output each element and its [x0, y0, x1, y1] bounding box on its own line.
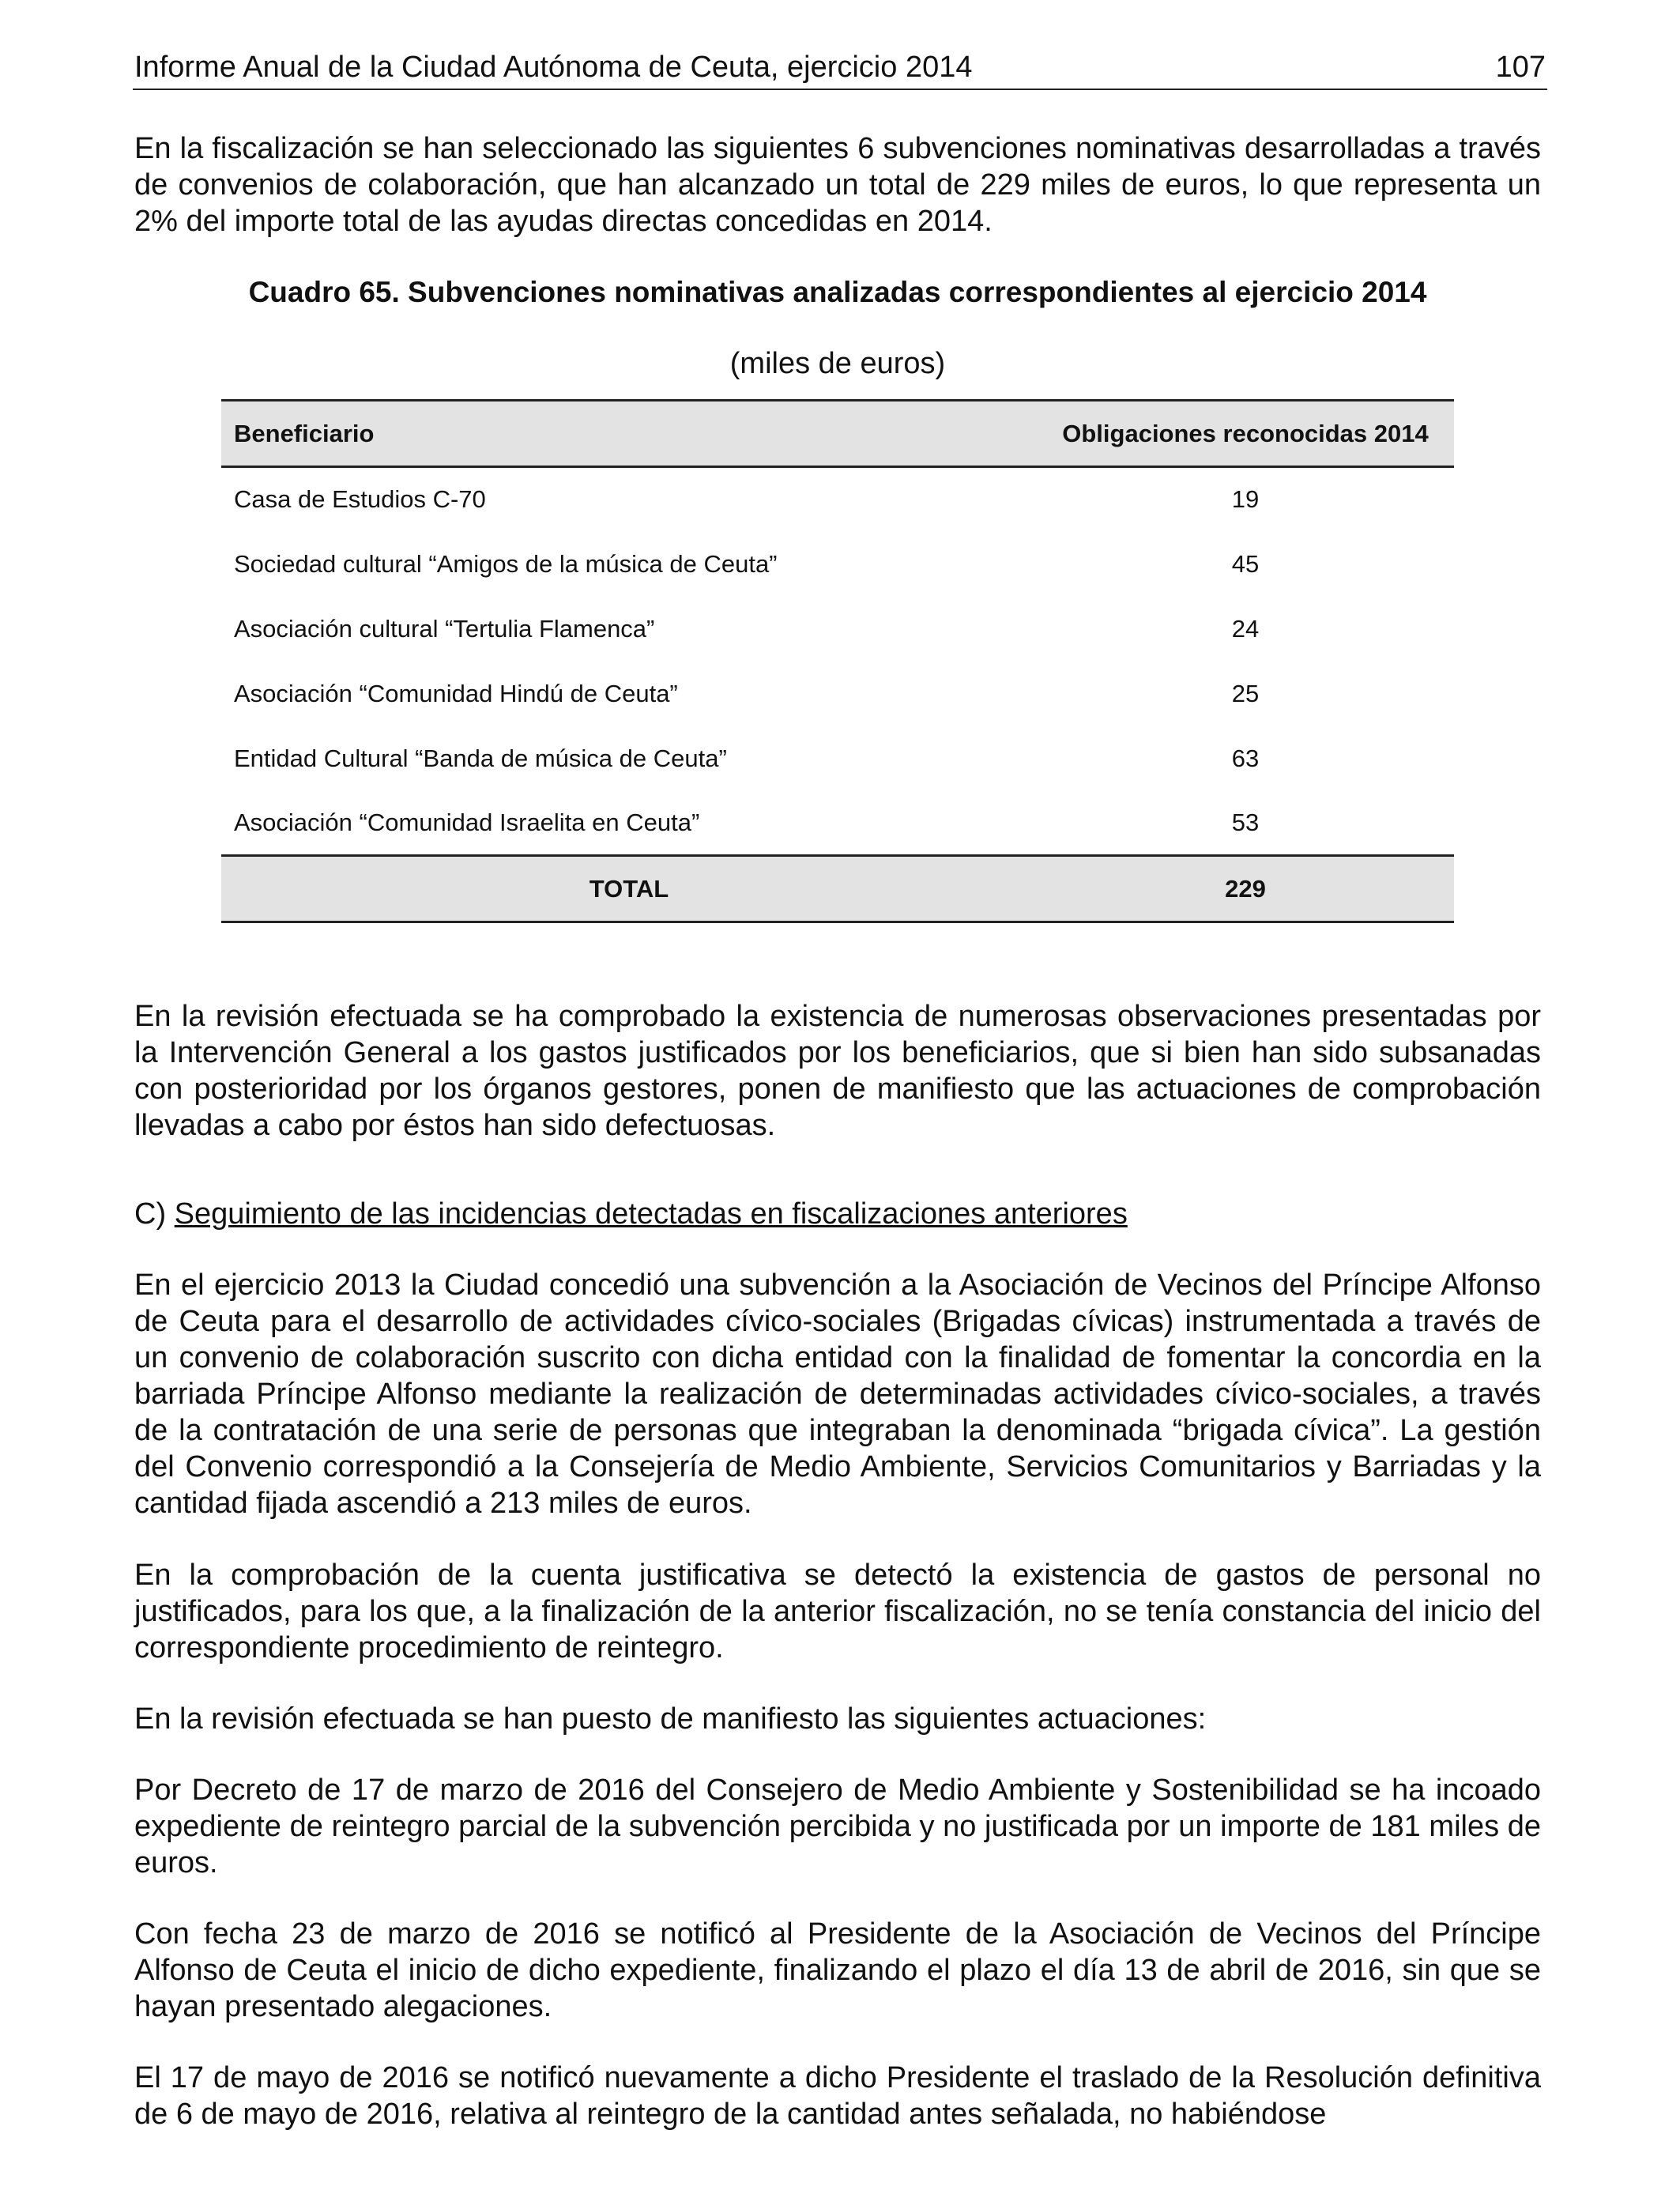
table-row	[221, 467, 1454, 532]
section-prefix: C)	[134, 1197, 167, 1231]
table-row	[221, 662, 1454, 726]
beneficiary-cell: Casa de Estudios C-70	[234, 485, 486, 514]
table-total-row	[221, 856, 1454, 922]
amount-cell: 24	[1231, 614, 1260, 643]
beneficiary-cell: Asociación “Comunidad Hindú de Ceuta”	[234, 679, 678, 707]
intro-paragraph: En la fiscalización se han seleccionado las siguientes 6 subvenciones nominativas desarrolladas a través de convenios de colaboración, que han alcanzado un total de 229 miles de euros, lo que representa un 2% del importe total de las ayudas directas concedidas en 2014.	[134, 132, 1541, 238]
section-heading	[134, 1196, 1128, 1232]
beneficiary-cell: Asociación cultural “Tertulia Flamenca”	[234, 614, 655, 643]
beneficiary-cell: Asociación “Comunidad Israelita en Ceuta”	[234, 808, 700, 836]
paragraph-justification: En la comprobación de la cuenta justificativa se detectó la existencia de gastos de personal no justificados, para los que, a la finalización de la anterior fiscalización, no se tenía constancia del inicio del correspondiente procedimiento de reintegro.	[134, 1559, 1541, 1664]
amount-cell: 19	[1231, 485, 1260, 514]
header-obligations: Obligaciones reconocidas 2014	[1037, 401, 1454, 467]
page-number: 107	[1495, 51, 1546, 84]
subsidies-table	[221, 399, 1454, 923]
report-title: Informe Anual de la Ciudad Autónoma de Ceuta, ejercicio 2014	[134, 51, 973, 84]
table-row	[221, 726, 1454, 791]
beneficiary-cell: Entidad Cultural “Banda de música de Ceuta”	[234, 744, 727, 772]
paragraph-decree: Por Decreto de 17 de marzo de 2016 del Consejero de Medio Ambiente y Sostenibilidad se ha incoado expediente de reintegro parcial de la subvención percibida y no justificada por un importe de 181 miles de euros.	[134, 1774, 1541, 1879]
table-row	[221, 532, 1454, 597]
section-title: Seguimiento de las incidencias detectadas en fiscalizaciones anteriores	[174, 1197, 1128, 1231]
beneficiary-cell: Sociedad cultural “Amigos de la música de Ceuta”	[234, 549, 778, 578]
table-units: (miles de euros)	[729, 347, 946, 380]
amount-cell: 25	[1231, 679, 1260, 707]
table-caption: Cuadro 65. Subvenciones nominativas analizadas correspondientes al ejercicio 2014	[248, 276, 1427, 308]
page-header	[133, 47, 1547, 90]
table-row	[221, 791, 1454, 856]
amount-cell: 53	[1231, 808, 1260, 836]
total-value: 229	[1037, 856, 1454, 922]
review-paragraph: En la revisión efectuada se ha comprobado la existencia de numerosas observaciones presentadas por la Intervención General a los gastos justificados por los beneficiarios, que si bien han sido subsanadas con posterioridad por los órganos gestores, ponen de manifiesto que las actuaciones de comprobación llevadas a cabo por éstos han sido defectuosas.	[134, 1000, 1541, 1142]
paragraph-notification: Con fecha 23 de marzo de 2016 se notificó al Presidente de la Asociación de Vecinos del Príncipe Alfonso de Ceuta el inicio de dicho expediente, finalizando el plazo el día 13 de abril de 2016, sin que se hayan presentado alegaciones.	[134, 1917, 1541, 2023]
paragraph-resolution: El 17 de mayo de 2016 se notificó nuevamente a dicho Presidente el traslado de la Resolución definitiva de 6 de mayo de 2016, relativa al reintegro de la cantidad antes señalada, no habiéndose	[134, 2061, 1541, 2131]
amount-cell: 45	[1231, 549, 1260, 578]
table-row	[221, 597, 1454, 662]
amount-cell: 63	[1231, 744, 1260, 772]
paragraph-actions-intro: En la revisión efectuada se han puesto de manifiesto las siguientes actuaciones:	[134, 1702, 1207, 1736]
header-beneficiary: Beneficiario	[221, 401, 1037, 467]
table-header-row	[221, 401, 1454, 467]
paragraph-2013-subsidy: En el ejercicio 2013 la Ciudad concedió una subvención a la Asociación de Vecinos del Príncipe Alfonso de Ceuta para el desarrollo de actividades cívico-sociales (Brigadas cívicas) instrumentada a través de un convenio de colaboración suscrito con dicha entidad con la finalidad de fomentar la concordia en la barriada Príncipe Alfonso mediante la realización de determinadas actividades cívico-sociales, a través de la contratación de una serie de personas que integraban la denominada “brigada cívica”. La gestión del Convenio correspondió a la Consejería de Medio Ambiente, Servicios Comunitarios y Barriadas y la cantidad fijada ascendió a 213 miles de euros.	[134, 1269, 1541, 1520]
total-label: TOTAL	[221, 856, 1037, 922]
